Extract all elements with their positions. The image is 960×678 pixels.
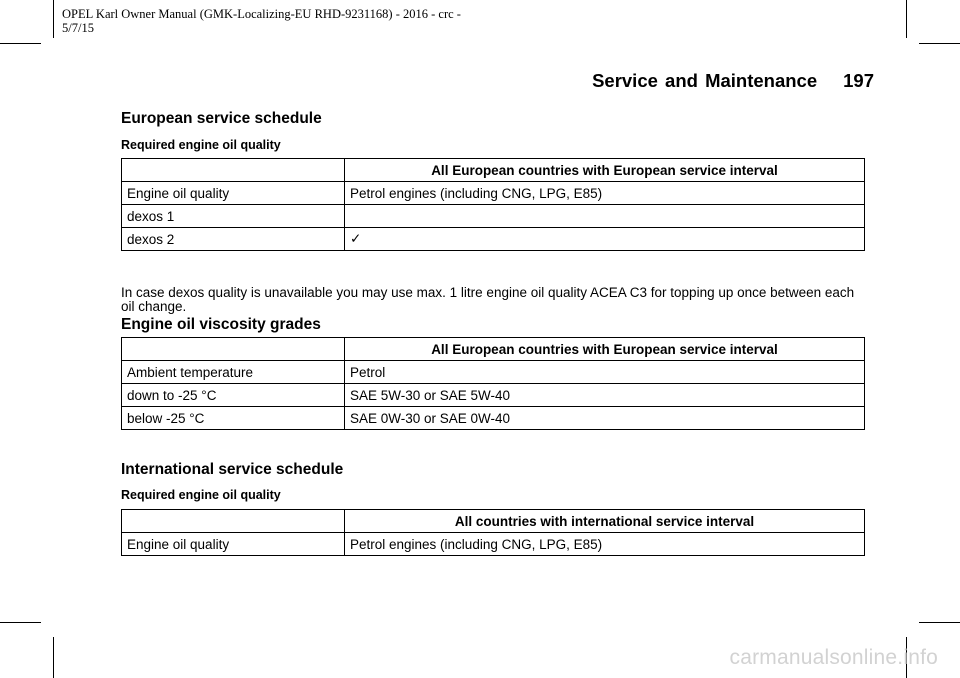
- viscosity-heading: Engine oil viscosity grades: [121, 316, 321, 333]
- table-row: [122, 205, 865, 228]
- crop-mark: [0, 622, 41, 623]
- international-oil-quality-label: Required engine oil quality: [121, 488, 281, 502]
- crop-mark: [919, 43, 960, 44]
- international-oil-quality-table: [121, 509, 865, 556]
- viscosity-table: [121, 337, 865, 430]
- crop-mark: [53, 0, 54, 38]
- table-header-cell: All European countries with European service interval: [345, 159, 865, 182]
- meta-line-2: 5/7/15: [62, 21, 94, 35]
- table-cell: SAE 0W-30 or SAE 0W-40: [345, 407, 865, 430]
- crop-mark: [919, 622, 960, 623]
- watermark: carmanualsonline.info: [729, 646, 938, 669]
- table-header-cell: [122, 159, 345, 182]
- table-cell: SAE 5W-30 or SAE 5W-40: [345, 384, 865, 407]
- crop-mark: [0, 43, 41, 44]
- table-row: [122, 182, 865, 205]
- table-header-cell: All European countries with European service interval: [345, 338, 865, 361]
- european-schedule-heading: European service schedule: [121, 110, 322, 127]
- table-row: [122, 533, 865, 556]
- table-header-cell: [122, 510, 345, 533]
- table-cell: dexos 2: [122, 228, 345, 251]
- table-cell: Ambient temperature: [122, 361, 345, 384]
- section-title: Service and Maintenance: [592, 70, 818, 91]
- table-cell: below -25 °C: [122, 407, 345, 430]
- table-cell: down to -25 °C: [122, 384, 345, 407]
- table-row: [122, 361, 865, 384]
- european-oil-quality-label: Required engine oil quality: [121, 138, 281, 152]
- table-cell: Petrol engines (including CNG, LPG, E85): [345, 182, 865, 205]
- european-oil-quality-table: [121, 158, 865, 251]
- table-cell: Petrol: [345, 361, 865, 384]
- table-header-cell: All countries with international service interval: [345, 510, 865, 533]
- meta-line-1: OPEL Karl Owner Manual (GMK-Localizing-EU RHD-9231168) - 2016 - crc -: [62, 7, 461, 21]
- table-header-row: [122, 338, 865, 361]
- page-number: 197: [843, 70, 874, 91]
- table-header-row: [122, 159, 865, 182]
- document-meta: [62, 7, 461, 35]
- table-row: [122, 228, 865, 251]
- dexos-note: In case dexos quality is unavailable you may use max. 1 litre engine oil quality ACEA C3 for topping up once between each oil change.: [121, 285, 855, 314]
- running-header: [592, 70, 874, 92]
- table-cell: Petrol engines (including CNG, LPG, E85): [345, 533, 865, 556]
- checkmark-icon: ✓: [345, 228, 865, 251]
- international-schedule-heading: International service schedule: [121, 461, 344, 478]
- table-cell: dexos 1: [122, 205, 345, 228]
- table-row: [122, 407, 865, 430]
- table-cell: Engine oil quality: [122, 533, 345, 556]
- crop-mark: [906, 0, 907, 38]
- table-row: [122, 384, 865, 407]
- crop-mark: [53, 637, 54, 678]
- table-cell: Engine oil quality: [122, 182, 345, 205]
- table-header-row: [122, 510, 865, 533]
- table-cell: [345, 205, 865, 228]
- table-header-cell: [122, 338, 345, 361]
